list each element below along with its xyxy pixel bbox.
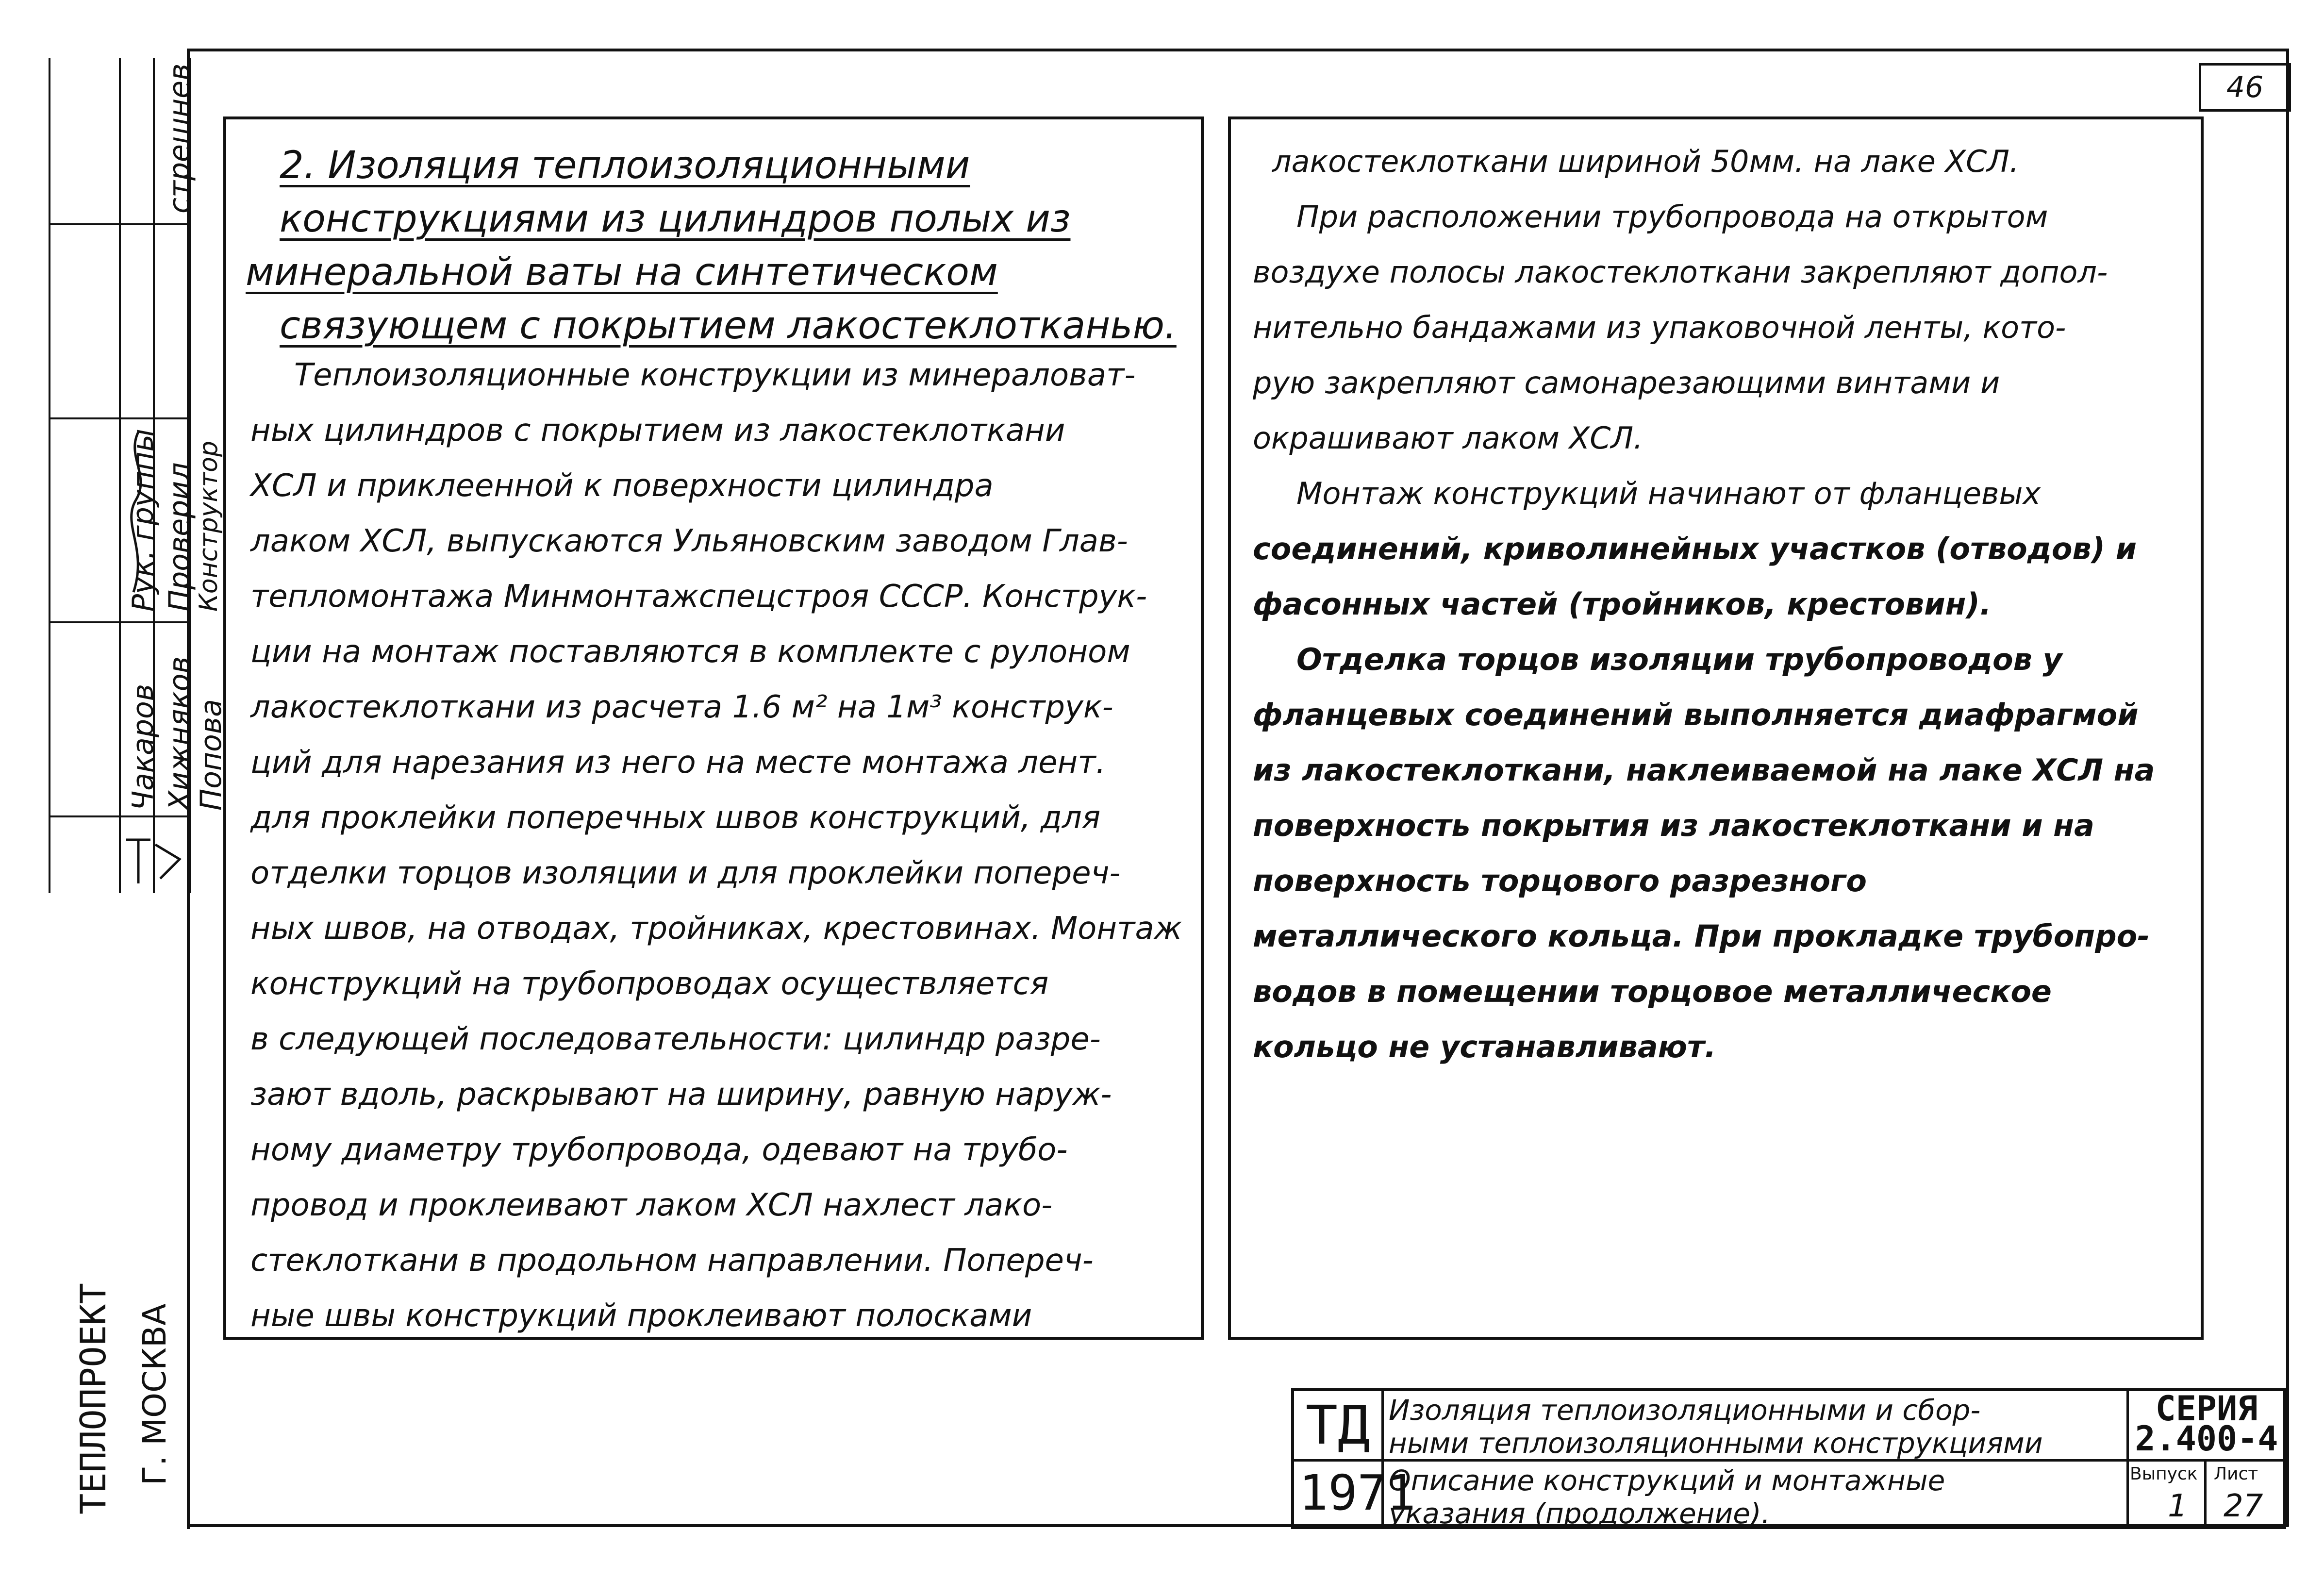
- document-subtitle-line: указания (продолжение).: [1389, 1497, 1771, 1530]
- signature-stamp-column: [49, 58, 228, 893]
- text-panel-right: [1228, 116, 2204, 1340]
- section-title: [246, 139, 1192, 352]
- series-value: 2.400-4: [2135, 1419, 2278, 1459]
- stamp-name-khizhnyakov: Хижняков: [163, 656, 197, 811]
- text-line: ных цилиндров с покрытием из лакостеклоткани: [250, 413, 1065, 449]
- sheet-number: 46: [2199, 63, 2291, 112]
- text-line: из лакостеклоткани, наклеиваемой на лаке ХСЛ на: [1253, 752, 2155, 788]
- text-line: зают вдоль, раскрывают на ширину, равную наруж-: [250, 1077, 1112, 1113]
- text-line: для проклейки поперечных швов конструкций, для: [250, 800, 1101, 836]
- text-line: ному диаметру трубопровода, одевают на трубо-: [250, 1132, 1068, 1168]
- text-line: отделки торцов изоляции и для проклейки попереч-: [250, 855, 1121, 891]
- issue-value: 1: [2168, 1488, 2188, 1524]
- frame-right-border: [2286, 49, 2289, 1527]
- text-line: Отделка торцов изоляции трубопроводов у: [1296, 642, 2062, 677]
- text-line: соединений, криволинейных участков (отводов) и: [1253, 531, 2137, 566]
- text-line: ные швы конструкций проклеивают полосками: [250, 1298, 1032, 1334]
- document-title-line: Изоляция теплоизоляционными и сбор-: [1389, 1394, 1981, 1427]
- series-block: [2131, 1389, 2282, 1459]
- text-line: конструкций на трубопроводах осуществляется: [250, 966, 1049, 1002]
- text-line: поверхность покрытия из лакостеклоткани и на: [1253, 808, 2094, 843]
- stamp-role-konstruktor: Конструктор: [194, 441, 223, 612]
- text-line: кольцо не устанавливают.: [1253, 1029, 1716, 1064]
- text-line: окрашивают лаком ХСЛ.: [1253, 420, 1643, 456]
- stamp-role-proveril: Проверил: [163, 462, 197, 612]
- text-line: поверхность торцового разрезного: [1253, 863, 1867, 898]
- document-title-line: ными теплоизоляционными конструкциями: [1389, 1427, 2043, 1460]
- text-line: водов в помещении торцовое металлическое: [1253, 974, 2052, 1009]
- text-line: стеклоткани в продольном направлении. Попереч-: [250, 1243, 1094, 1279]
- signature-mark-1: [121, 427, 155, 602]
- text-line: Теплоизоляционные конструкции из минераловат-: [294, 357, 1136, 393]
- text-line: воздухе полосы лакостеклоткани закрепляют допол-: [1253, 254, 2108, 290]
- text-line: ных швов, на отводах, тройниках, крестовинах. Монтаж: [250, 911, 1182, 947]
- stamp-role-rukgruppy: Рук. группы: [126, 428, 160, 612]
- document-code: ТД: [1305, 1394, 1370, 1456]
- series-label: СЕРИЯ: [2155, 1389, 2258, 1429]
- sheet-value: 27: [2224, 1488, 2263, 1524]
- text-line: фасонных частей (тройников, крестовин).: [1253, 586, 1992, 622]
- stamp-role-top: стрешнев: [163, 63, 197, 214]
- document-subtitle-line: Описание конструкций и монтажные: [1389, 1464, 1945, 1497]
- text-line: лакостеклоткани шириной 50мм. на лаке ХСЛ.: [1272, 144, 2019, 179]
- stamp-name-popova: Попова: [194, 699, 228, 811]
- organization-block: [63, 1243, 184, 1524]
- text-line: ций для нарезания из него на месте монтажа лент.: [250, 745, 1106, 781]
- text-line: тепломонтажа Минмонтажспецстроя СССР. Конструк-: [250, 579, 1147, 615]
- text-line: лакостеклоткани из расчета 1.6 м² на 1м³ конструк-: [250, 689, 1113, 725]
- text-line: провод и проклеивают лаком ХСЛ нахлест лако-: [250, 1187, 1053, 1223]
- text-line: ции на монтаж поставляются в комплекте с рулоном: [250, 634, 1130, 670]
- document-year: 1971: [1299, 1464, 1416, 1521]
- section-title-line: минеральной ваты на синтетическом: [246, 250, 998, 294]
- text-line: Монтаж конструкций начинают от фланцевых: [1296, 476, 2041, 511]
- text-line: фланцевых соединений выполняется диафрагмой: [1253, 697, 2139, 732]
- text-line: ХСЛ и приклеенной к поверхности цилиндра: [250, 468, 994, 504]
- body-text-left: [250, 348, 1187, 1344]
- signature-mark-2: [121, 830, 189, 888]
- body-text-right: [1253, 134, 2190, 1075]
- document-subtitle: [1389, 1464, 2117, 1530]
- document-title: [1389, 1394, 2117, 1460]
- organization-name: ТЕПЛОПРОЕКТ: [73, 1283, 114, 1514]
- section-title-line: 2. Изоляция теплоизоляционными: [280, 144, 970, 187]
- title-block: [1291, 1388, 2286, 1529]
- issue-label: Выпуск: [2130, 1464, 2198, 1484]
- text-line: рую закрепляют самонарезающими винтами и: [1253, 365, 2000, 400]
- text-line: нительно бандажами из упаковочной ленты, кото-: [1253, 310, 2066, 345]
- text-line: При расположении трубопровода на открытом: [1296, 199, 2048, 234]
- section-title-line: связующем с покрытием лакостеклотканью.: [280, 304, 1177, 348]
- text-line: в следующей последовательности: цилиндр разре-: [250, 1021, 1101, 1057]
- frame-top-border: [187, 49, 2289, 51]
- sheet-label: Лист: [2214, 1464, 2258, 1484]
- text-line: металлического кольца. При прокладке трубопро-: [1253, 918, 2150, 954]
- text-panel-left: [223, 116, 1204, 1340]
- text-line: лаком ХСЛ, выпускаются Ульяновским заводом Глав-: [250, 523, 1128, 559]
- section-title-line: конструкциями из цилиндров полых из: [280, 197, 1071, 241]
- stamp-name-chakarov: Чакаров: [126, 683, 160, 811]
- organization-city: Г. МОСКВА: [136, 1303, 173, 1485]
